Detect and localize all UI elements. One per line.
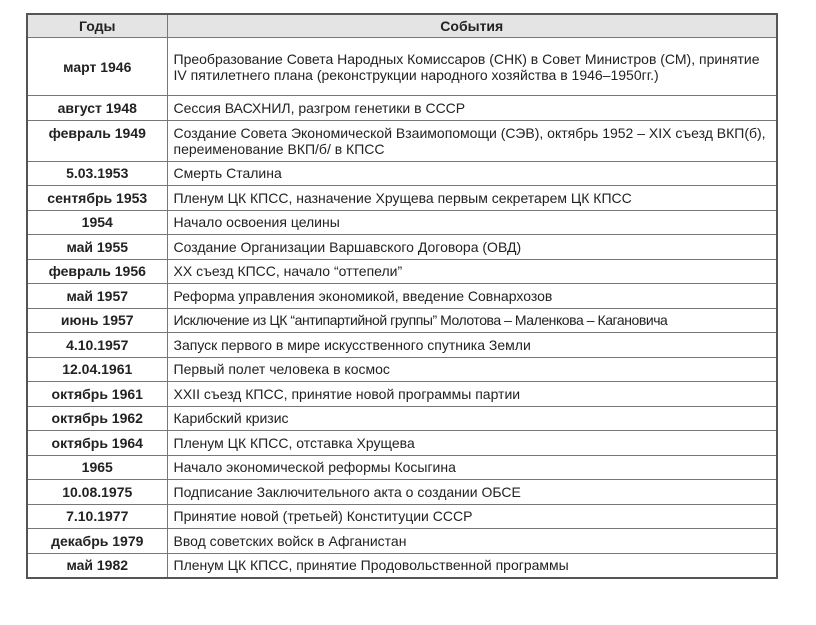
row-event: Первый полет человека в космос (167, 357, 777, 382)
row-event: Реформа управления экономикой, введение Совнархозов (167, 284, 777, 309)
row-year: май 1957 (27, 284, 167, 309)
row-year: август 1948 (27, 96, 167, 121)
row-year: июнь 1957 (27, 308, 167, 333)
table-row (27, 235, 777, 260)
row-event: Ввод советских войск в Афганистан (167, 529, 777, 554)
table-row (27, 553, 777, 578)
events-table (26, 13, 778, 579)
table-row (27, 382, 777, 407)
header-events: События (167, 14, 777, 38)
row-year: 5.03.1953 (27, 161, 167, 186)
table-row (27, 455, 777, 480)
history-table-container (26, 13, 776, 579)
row-event: Исключение из ЦК “антипартийной группы” Молотова – Маленкова – Кагановича (167, 308, 777, 333)
table-row (27, 504, 777, 529)
row-year: февраль 1956 (27, 259, 167, 284)
row-event: Начало экономической реформы Косыгина (167, 455, 777, 480)
row-year: февраль 1949 (27, 120, 167, 161)
row-year: 1954 (27, 210, 167, 235)
table-row (27, 259, 777, 284)
table-row (27, 480, 777, 505)
row-event: Сессия ВАСХНИЛ, разгром генетики в СССР (167, 96, 777, 121)
row-event: Пленум ЦК КПСС, отставка Хрущева (167, 431, 777, 456)
row-year: декабрь 1979 (27, 529, 167, 554)
row-event: Подписание Заключительного акта о создании ОБСЕ (167, 480, 777, 505)
row-event: Смерть Сталина (167, 161, 777, 186)
table-row (27, 120, 777, 161)
row-year: 7.10.1977 (27, 504, 167, 529)
table-row (27, 186, 777, 211)
table-row (27, 308, 777, 333)
table-row (27, 357, 777, 382)
row-year: 12.04.1961 (27, 357, 167, 382)
row-year: сентябрь 1953 (27, 186, 167, 211)
row-year: май 1955 (27, 235, 167, 260)
row-event: XXII съезд КПСС, принятие новой программы партии (167, 382, 777, 407)
table-row (27, 210, 777, 235)
row-year: 4.10.1957 (27, 333, 167, 358)
row-event: Преобразование Совета Народных Комиссаров (СНК) в Совет Министров (СМ), принятие IV пятилетнего плана (реконструкции народного хозяйства в 1946–1950гг.) (167, 38, 777, 96)
row-event: Карибский кризис (167, 406, 777, 431)
table-row (27, 406, 777, 431)
row-year: март 1946 (27, 38, 167, 96)
header-years: Годы (27, 14, 167, 38)
table-row (27, 284, 777, 309)
row-event: Пленум ЦК КПСС, назначение Хрущева первым секретарем ЦК КПСС (167, 186, 777, 211)
row-year: 1965 (27, 455, 167, 480)
table-row (27, 529, 777, 554)
table-row (27, 38, 777, 96)
row-year: октябрь 1962 (27, 406, 167, 431)
row-event: Пленум ЦК КПСС, принятие Продовольственной программы (167, 553, 777, 578)
row-event: Запуск первого в мире искусственного спутника Земли (167, 333, 777, 358)
row-event: Создание Совета Экономической Взаимопомощи (СЭВ), октябрь 1952 – XIX съезд ВКП(б), переименование ВКП/б/ в КПСС (167, 120, 777, 161)
table-header-row (27, 14, 777, 38)
table-row (27, 431, 777, 456)
table-row (27, 333, 777, 358)
table-row (27, 96, 777, 121)
row-year: октябрь 1961 (27, 382, 167, 407)
row-event: Начало освоения целины (167, 210, 777, 235)
row-year: май 1982 (27, 553, 167, 578)
table-row (27, 161, 777, 186)
row-event: Принятие новой (третьей) Конституции СССР (167, 504, 777, 529)
row-event: Создание Организации Варшавского Договора (ОВД) (167, 235, 777, 260)
row-year: 10.08.1975 (27, 480, 167, 505)
row-event: XX съезд КПСС, начало “оттепели” (167, 259, 777, 284)
row-year: октябрь 1964 (27, 431, 167, 456)
